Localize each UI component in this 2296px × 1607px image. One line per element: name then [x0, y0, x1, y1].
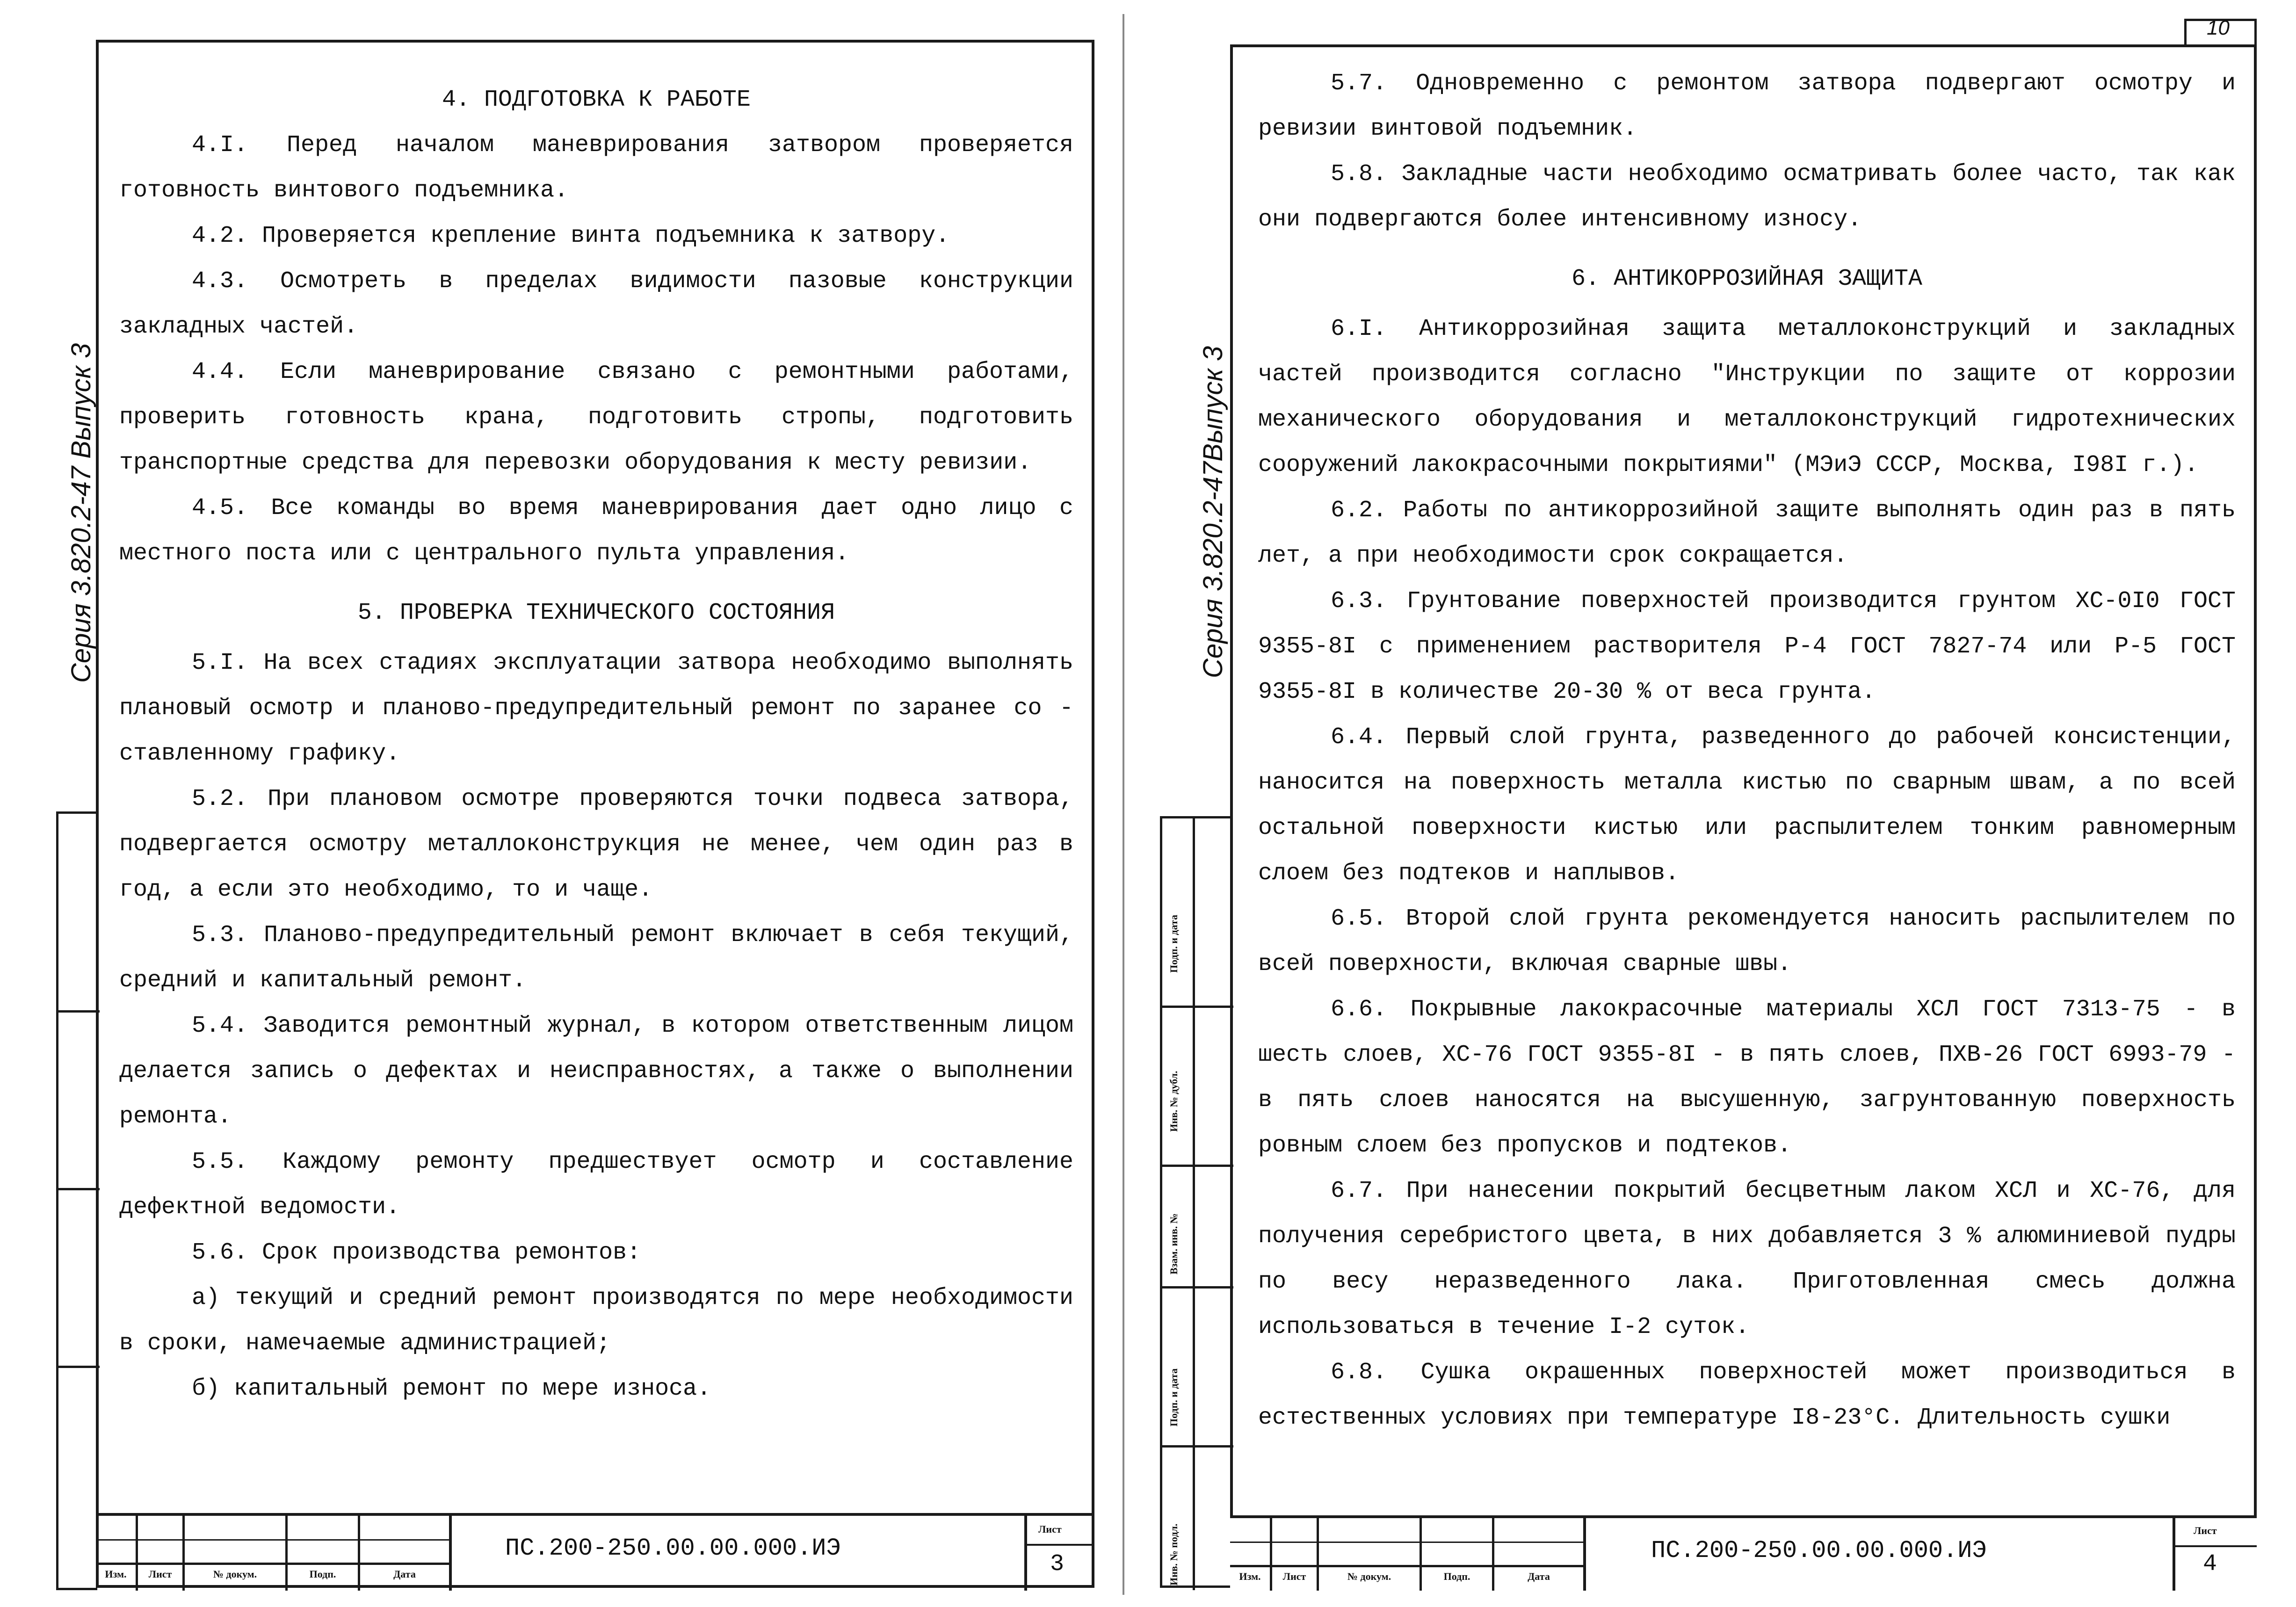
right-title-block — [1230, 1515, 2257, 1588]
paragraph-5-6-b: б) капитальный ремонт по мере износа. — [192, 1375, 711, 1402]
left-sheet-number: 3 — [1050, 1551, 1065, 1578]
paragraph-5-7: 5.7. Одновременно с ремонтом затвора подвергают осмотру и ревизии винтовой подъемник. — [1258, 70, 2236, 142]
right-sheet-label: Лист — [2194, 1525, 2217, 1536]
paragraph-5-8: 5.8. Закладные части необходимо осматривать более часто, так как они подвергаются более интенсивному износу. — [1258, 161, 2236, 233]
section-6-title: 6. АНТИКОРРОЗИЙНАЯ ЗАЩИТА — [1571, 266, 1923, 292]
paragraph-6-8: 6.8. Сушка окрашенных поверхностей может производиться в естественных условиях при температуре I8-23°С. Длительность сушки — [1258, 1359, 2236, 1431]
left-text-area — [119, 77, 1073, 1412]
paragraph-5-6: 5.6. Срок производства ремонтов: — [192, 1239, 641, 1266]
paragraph-5-6-a: а) текущий и средний ремонт производятся по мере необходимости в сроки, намечаемые администрацией; — [119, 1285, 1073, 1357]
paragraph-5-1: 5.I. На всех стадиях эксплуатации затвора необходимо выполнять плановый осмотр и планово-предупредительный ремонт по заранее со - ставленному графику. — [119, 650, 1073, 767]
paragraph-6-2: 6.2. Работы по антикоррозийной защите выполнять один раз в пять лет, а при необходимости срок сокращается. — [1258, 497, 2236, 569]
paragraph-5-2: 5.2. При плановом осмотре проверяются точки подвеса затвора, подвергается осмотру металлоконструкция не менее, чем один раз в год, а если это необходимо, то и чаще. — [119, 786, 1073, 903]
paragraph-4-1: 4.I. Перед началом маневрирования затвором проверяется готовность винтового подъемника. — [119, 132, 1073, 204]
paragraph-4-5: 4.5. Все команды во время маневрирования дает одно лицо с местного поста или с центрального пульта управления. — [119, 495, 1073, 567]
right-text-area — [1258, 61, 2236, 1441]
section-4-title: 4. ПОДГОТОВКА К РАБОТЕ — [442, 87, 751, 113]
paragraph-6-7: 6.7. При нанесении покрытий бесцветным лаком ХСЛ и ХС-76, для получения серебристого цвета, в них добавляется 3 % алюминиевой пудры по весу неразведенного лака. Приготовленная смесь должна использоваться в течение I-2 суток. — [1258, 1178, 2236, 1340]
paragraph-4-3: 4.3. Осмотреть в пределах видимости пазовые конструкции закладных частей. — [119, 268, 1073, 340]
paragraph-6-1: 6.I. Антикоррозийная защита металлоконструкций и закладных частей производится согласно "Инструкции по защите от коррозии механического оборудования и металлоконструкций гидротехнических сооружений лакокрасочными покрытиями" (МЭиЭ СССР, Москва, I98I г.). — [1258, 316, 2236, 478]
col-izm: Изм. — [105, 1568, 127, 1580]
col-date: Дата — [393, 1568, 416, 1580]
left-stamp-column — [56, 811, 97, 1590]
left-title-block — [96, 1513, 1094, 1588]
stamp-orig-inv: Инв. № подл. — [1168, 1523, 1180, 1585]
col-doc-num: № докум. — [213, 1568, 257, 1580]
right-document-code: ПС.200-250.00.00.000.ИЭ — [1651, 1537, 1987, 1564]
stamp-sign-date-2: Подп. и дата — [1168, 1368, 1180, 1426]
right-sheet-number: 4 — [2203, 1551, 2217, 1578]
col-sign: Подп. — [309, 1568, 336, 1580]
col-date: Дата — [1528, 1571, 1550, 1582]
col-doc-num: № докум. — [1347, 1571, 1391, 1582]
section-5-title: 5. ПРОВЕРКА ТЕХНИЧЕСКОГО СОСТОЯНИЯ — [357, 600, 835, 626]
right-page-number: 10 — [2207, 16, 2230, 39]
paragraph-5-4: 5.4. Заводится ремонтный журнал, в котором ответственным лицом делается запись о дефектах и неисправностях, а также о выполнении ремонта. — [119, 1013, 1073, 1130]
left-side-series: Серия 3.820.2-47 Выпуск 3 — [66, 343, 96, 683]
paragraph-4-4: 4.4. Если маневрирование связано с ремонтными работами, проверить готовность крана, подготовить стропы, подготовить транспортные средства для перевозки оборудования к месту ревизии. — [119, 359, 1073, 476]
left-document-code: ПС.200-250.00.00.000.ИЭ — [505, 1535, 841, 1562]
paragraph-6-5: 6.5. Второй слой грунта рекомендуется наносить распылителем по всей поверхности, включая сварные швы. — [1258, 905, 2236, 977]
paragraph-6-4: 6.4. Первый слой грунта, разведенного до рабочей консистенции, наносится на поверхность металла кистью по сварным швам, а по всей остальной поверхности кистью или распылителем тонким равномерным слоем без подтеков и наплывов. — [1258, 724, 2236, 887]
paragraph-4-2: 4.2. Проверяется крепление винта подъемника к затвору. — [192, 223, 950, 249]
stamp-sign-date-1: Подп. и дата — [1168, 914, 1180, 973]
paragraph-6-3: 6.3. Грунтование поверхностей производится грунтом ХС-0I0 ГОСТ 9355-8I с применением растворителя Р-4 ГОСТ 7827-74 или Р-5 ГОСТ 9355-8I в количестве 20-30 % от веса грунта. — [1258, 588, 2236, 705]
paragraph-5-5: 5.5. Каждому ремонту предшествует осмотр и составление дефектной ведомости. — [119, 1149, 1073, 1221]
stamp-replace-inv: Взам. инв. № — [1168, 1213, 1180, 1274]
paragraph-5-3: 5.3. Планово-предупредительный ремонт включает в себя текущий, средний и капитальный ремонт. — [119, 922, 1073, 994]
col-sign: Подп. — [1443, 1571, 1470, 1582]
paragraph-6-6: 6.6. Покрывные лакокрасочные материалы ХСЛ ГОСТ 7313-75 - в шесть слоев, ХС-76 ГОСТ 9355-8I - в пять слоев, ПХВ-26 ГОСТ 6993-79 - в пять слоев наносятся на высушенную, загрунтованную поверхность ровным слоем без пропусков и подтеков. — [1258, 996, 2236, 1159]
left-sheet-label: Лист — [1038, 1523, 1062, 1535]
stamp-dup-inv: Инв. № дубл. — [1168, 1071, 1180, 1132]
page-divider — [1123, 14, 1124, 1595]
right-stamp-column — [1160, 816, 1231, 1588]
col-list: Лист — [1282, 1571, 1306, 1582]
right-side-series: Серия 3.820.2-47Выпуск 3 — [1198, 346, 1228, 678]
col-izm: Изм. — [1239, 1571, 1261, 1582]
col-list: Лист — [148, 1568, 172, 1580]
